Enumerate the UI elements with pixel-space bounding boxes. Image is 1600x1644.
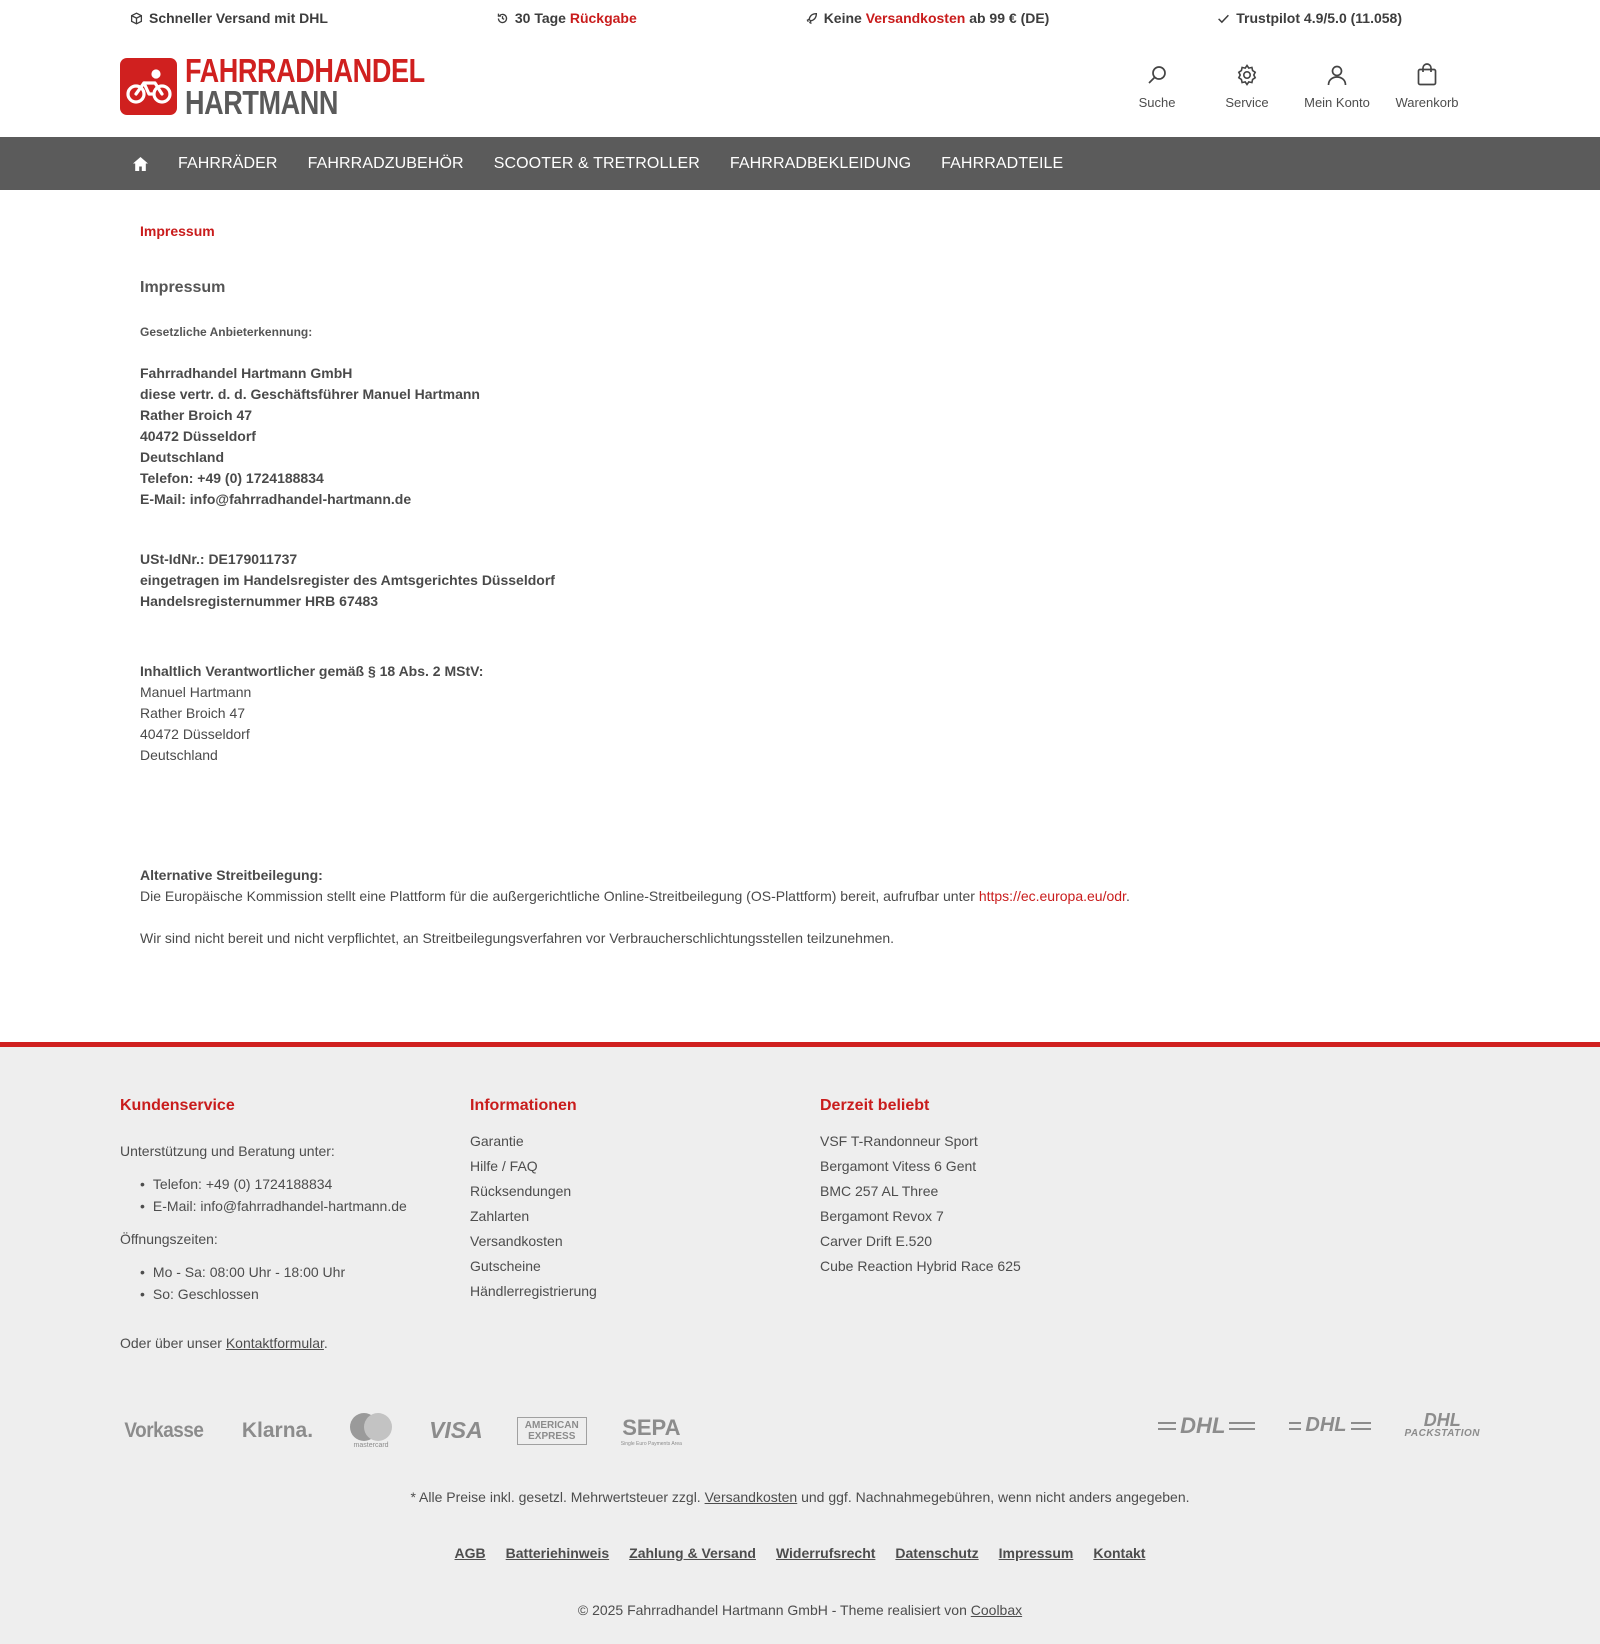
usp-shipping: Schneller Versand mit DHL	[130, 10, 328, 26]
cart-button[interactable]: Warenkorb	[1382, 63, 1472, 110]
account-button[interactable]: Mein Konto	[1292, 63, 1382, 110]
theme-author-link[interactable]: Coolbax	[970, 1602, 1023, 1618]
dhl-packstation-logo: DHL PACKSTATION	[1404, 1410, 1480, 1439]
main-navigation	[0, 137, 1600, 190]
footer-link-payment[interactable]: Zahlarten	[470, 1208, 530, 1224]
footer-information: Informationen Garantie Hilfe / FAQ Rücksendungen Zahlarten Versandkosten Gutscheine Händlerregistrierung	[470, 1097, 820, 1351]
footer-customer-service: Kundenservice Unterstützung und Beratung unter: • Telefon: +49 (0) 1724188834 • E-Mail: info@fahrradhandel-hartmann.de Öffnungszeiten: • Mo - Sa: 08:00 Uhr - 18:00 Uhr • So: Geschlossen Oder über unser Kontaktformular.	[120, 1097, 470, 1351]
popular-product-link[interactable]: VSF T-Randonneur Sport	[820, 1133, 978, 1149]
footer-link-garantie[interactable]: Garantie	[470, 1133, 524, 1149]
nav-item-fahrradzubehoer[interactable]: FAHRRADZUBEHÖR	[307, 154, 464, 172]
box-icon	[130, 12, 143, 25]
popular-product-link[interactable]: Carver Drift E.520	[820, 1233, 933, 1249]
popular-product-link[interactable]: Bergamont Vitess 6 Gent	[820, 1158, 977, 1174]
footer-email: • E-Mail: info@fahrradhandel-hartmann.de	[140, 1195, 470, 1217]
legal-link-contact[interactable]: Kontakt	[1093, 1545, 1146, 1561]
visa-logo: VISA	[429, 1417, 483, 1443]
user-icon	[1325, 63, 1349, 87]
footer-link-shipping-costs[interactable]: Versandkosten	[470, 1233, 563, 1249]
company-address: Fahrradhandel Hartmann GmbH diese vertr. d. d. Geschäftsführer Manuel Hartmann Rather Broich 47 40472 Düsseldorf Deutschland Telefon: +49 (0) 1724188834 E-Mail: info@fahrradhandel-hartmann.de	[140, 365, 480, 507]
mastercard-logo: mastercard	[347, 1412, 395, 1449]
search-icon	[1145, 63, 1169, 87]
price-disclaimer: * Alle Preise inkl. gesetzl. Mehrwertsteuer zzgl. Versandkosten und ggf. Nachnahmegebühren, wenn nicht anders angegeben.	[410, 1489, 1190, 1505]
amex-logo: AMERICAN EXPRESS	[517, 1417, 587, 1445]
site-header	[0, 36, 1600, 137]
legal-links	[0, 1545, 1600, 1561]
rocket-icon	[805, 12, 818, 25]
gear-icon	[1235, 63, 1259, 87]
vorkasse-logo: Vorkasse	[124, 1418, 204, 1442]
legal-link-battery[interactable]: Batteriehinweis	[505, 1545, 610, 1561]
footer-link-vouchers[interactable]: Gutscheine	[470, 1258, 541, 1274]
popular-product-link[interactable]: Bergamont Revox 7	[820, 1208, 944, 1224]
page-title: Impressum	[140, 279, 226, 296]
bag-icon	[1415, 63, 1439, 87]
footer-link-dealer[interactable]: Händlerregistrierung	[470, 1283, 597, 1299]
payment-logos	[120, 1412, 682, 1449]
klarna-logo: Klarna.	[241, 1418, 314, 1442]
usp-bar	[0, 0, 1600, 36]
register-info: USt-IdNr.: DE179011737 eingetragen im Handelsregister des Amtsgerichtes Düsseldorf Handelsregisternummer HRB 67483	[140, 551, 555, 609]
legal-link-payment-shipping[interactable]: Zahlung & Versand	[629, 1545, 756, 1561]
header-actions	[1112, 63, 1472, 110]
usp-free-shipping: Keine Versandkosten ab 99 € (DE)	[805, 10, 1050, 26]
footer-phone: • Telefon: +49 (0) 1724188834	[140, 1173, 470, 1195]
usp-returns: 30 Tage Rückgabe	[496, 10, 637, 26]
site-footer	[0, 1042, 1600, 1644]
sepa-logo: SEPA Single Euro Payments Area	[620, 1414, 682, 1447]
footer-link-returns[interactable]: Rücksendungen	[470, 1183, 572, 1199]
legal-link-agb[interactable]: AGB	[454, 1545, 486, 1561]
dispute-resolution: Alternative Streitbeilegung: Die Europäische Kommission stellt eine Plattform für die außergerichtliche Online-Streitbeilegung (OS-Plattform) bereit, aufrufbar unter https://ec.europa.eu/odr. Wir sind nicht bereit und nicht verpflichtet, an Streitbeilegungsverfahren vor Verbraucherschlichtungsstellen teilzunehmen.	[140, 867, 1130, 946]
footer-link-faq[interactable]: Hilfe / FAQ	[470, 1158, 538, 1174]
imprint-content	[0, 223, 1600, 949]
popular-product-link[interactable]: BMC 257 AL Three	[820, 1183, 939, 1199]
usp-trustpilot: Trustpilot 4.9/5.0 (11.058)	[1217, 10, 1402, 26]
home-icon[interactable]	[132, 154, 152, 174]
legal-link-privacy[interactable]: Datenschutz	[895, 1545, 979, 1561]
shipping-costs-link[interactable]: Versandkosten	[704, 1489, 798, 1505]
nav-item-fahrraeder[interactable]: FAHRRÄDER	[178, 154, 278, 172]
search-button[interactable]: Suche	[1112, 63, 1202, 110]
copyright: © 2025 Fahrradhandel Hartmann GmbH - Theme realisiert von Coolbax	[577, 1602, 1023, 1618]
contact-form-link[interactable]: Kontaktformular	[225, 1335, 324, 1351]
footer-popular: Derzeit beliebt VSF T-Randonneur Sport Bergamont Vitess 6 Gent BMC 257 AL Three Bergamont Revox 7 Carver Drift E.520 Cube Reaction Hybrid Race 625	[820, 1097, 1170, 1351]
dhl-logo: DHL	[1158, 1413, 1255, 1439]
shipping-logos	[1158, 1412, 1480, 1439]
legal-link-withdrawal[interactable]: Widerrufsrecht	[775, 1545, 876, 1561]
nav-item-scooter[interactable]: SCOOTER & TRETROLLER	[493, 154, 700, 172]
check-icon	[1217, 12, 1230, 25]
nav-item-fahrradteile[interactable]: FAHRRADTEILE	[941, 154, 1064, 172]
popular-product-link[interactable]: Cube Reaction Hybrid Race 625	[820, 1258, 1021, 1274]
dhl-express-logo: DHL	[1289, 1414, 1370, 1437]
legal-identification-label: Gesetzliche Anbieterkennung:	[140, 325, 313, 339]
service-button[interactable]: Service	[1202, 63, 1292, 110]
responsible-person: Inhaltlich Verantwortlicher gemäß § 18 Abs. 2 MStV: Manuel Hartmann Rather Broich 47 40472 Düsseldorf Deutschland	[140, 663, 484, 763]
legal-link-imprint[interactable]: Impressum	[998, 1545, 1074, 1561]
site-logo[interactable]	[120, 52, 477, 121]
return-icon	[496, 12, 509, 25]
logo-wordmark: FAHRRADHANDEL HARTMANN	[185, 52, 425, 121]
nav-item-bekleidung[interactable]: FAHRRADBEKLEIDUNG	[729, 154, 912, 172]
breadcrumb[interactable]: Impressum	[140, 223, 215, 239]
bicycle-icon	[120, 58, 177, 115]
odr-link[interactable]: https://ec.europa.eu/odr	[978, 888, 1126, 904]
